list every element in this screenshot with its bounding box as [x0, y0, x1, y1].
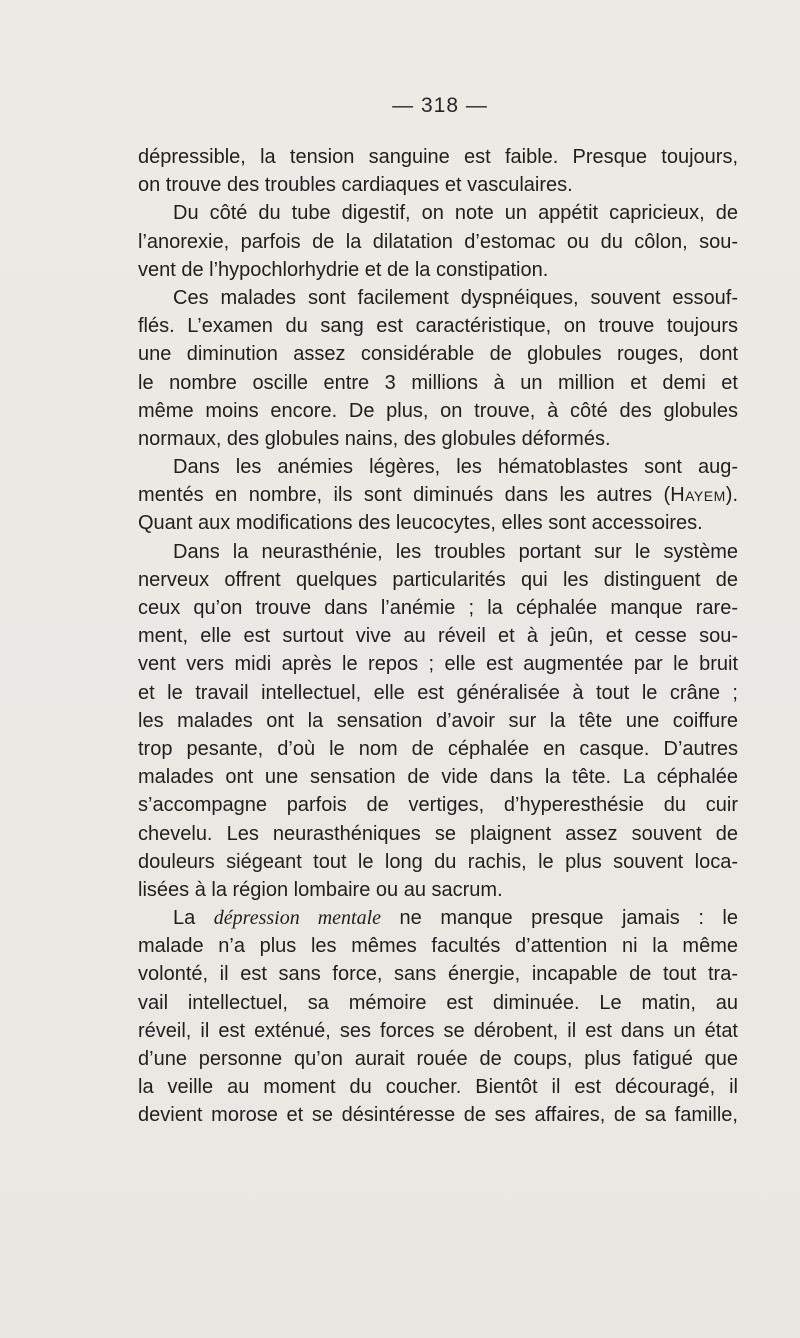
text-line: chevelu. Les neurasthéniques se plaignent assez souvent de [138, 822, 738, 845]
text-line: nerveux offrent quelques particularités qui les distinguent de [138, 568, 738, 591]
author-name: Hayem [670, 484, 726, 507]
text-line [138, 904, 738, 932]
text-line: Dans les anémies légères, les hématoblastes sont aug- [173, 456, 738, 479]
text-line: douleurs siégeant tout le long du rachis, le plus souvent loca- [138, 850, 738, 873]
text-line: Ces malades sont facilement dyspnéiques, souvent essouf- [173, 286, 738, 309]
text-line [138, 481, 738, 509]
text-fragment: ). [725, 484, 738, 507]
text-line: malade n’a plus les mêmes facultés d’attention ni la même [138, 935, 738, 958]
text-fragment: ne manque presque jamais : le [381, 907, 738, 930]
body-text [138, 143, 738, 1130]
text-line: réveil, il est exténué, ses forces se dérobent, il est dans un état [138, 1019, 738, 1042]
text-line: flés. L’examen du sang est caractéristique, on trouve toujours [138, 315, 738, 338]
text-line: Du côté du tube digestif, on note un appétit capricieux, de [173, 202, 738, 225]
italic-term: dépression mentale [213, 907, 382, 930]
text-line: le nombre oscille entre 3 millions à un million et demi et [138, 371, 738, 394]
text-line: ment, elle est surtout vive au réveil et à jeûn, et cesse sou- [138, 625, 738, 648]
text-line: trop pesante, d’où le nom de céphalée en casque. D’autres [138, 737, 738, 760]
text-line: l’anorexie, parfois de la dilatation d’estomac ou du côlon, sou- [138, 230, 738, 253]
text-line: une diminution assez considérable de globules rouges, dont [138, 343, 738, 366]
text-line: normaux, des globules nains, des globules déformés. [138, 427, 611, 450]
text-fragment: mentés en nombre, ils sont diminués dans les autres ( [138, 484, 671, 507]
text-line: volonté, il est sans force, sans énergie, incapable de tout tra- [138, 963, 738, 986]
text-line: devient morose et se désintéresse de ses affaires, de sa famille, [138, 1104, 738, 1127]
text-line: vent vers midi après le repos ; elle est augmentée par le bruit [138, 653, 738, 676]
text-line: dépressible, la tension sanguine est faible. Presque toujours, [138, 146, 738, 168]
text-line: les malades ont la sensation d’avoir sur la tête une coiffure [138, 709, 738, 732]
text-line: même moins encore. De plus, on trouve, à côté des globules [138, 399, 738, 422]
text-line: ceux qu’on trouve dans l’anémie ; la céphalée manque rare- [138, 597, 738, 619]
text-line: vail intellectuel, sa mémoire est diminuée. Le matin, au [138, 991, 738, 1014]
text-line: Dans la neurasthénie, les troubles portant sur le système [173, 540, 738, 563]
text-line: et le travail intellectuel, elle est généralisée à tout le crâne ; [138, 681, 738, 704]
text-line: vent de l’hypochlorhydrie et de la constipation. [138, 258, 549, 281]
text-line: on trouve des troubles cardiaques et vasculaires. [138, 174, 573, 197]
page-number: — 318 — [392, 94, 488, 117]
text-line: d’une personne qu’on aurait rouée de coups, plus fatigué que [138, 1048, 738, 1070]
text-line: Quant aux modifications des leucocytes, elles sont accessoires. [138, 512, 703, 535]
text-fragment: La [173, 907, 214, 930]
text-line: malades ont une sensation de vide dans la tête. La céphalée [138, 766, 738, 789]
text-line: la veille au moment du coucher. Bientôt il est découragé, il [138, 1076, 738, 1099]
text-line: s’accompagne parfois de vertiges, d’hyperesthésie du cuir [138, 794, 738, 817]
text-line: lisées à la région lombaire ou au sacrum. [138, 878, 503, 901]
